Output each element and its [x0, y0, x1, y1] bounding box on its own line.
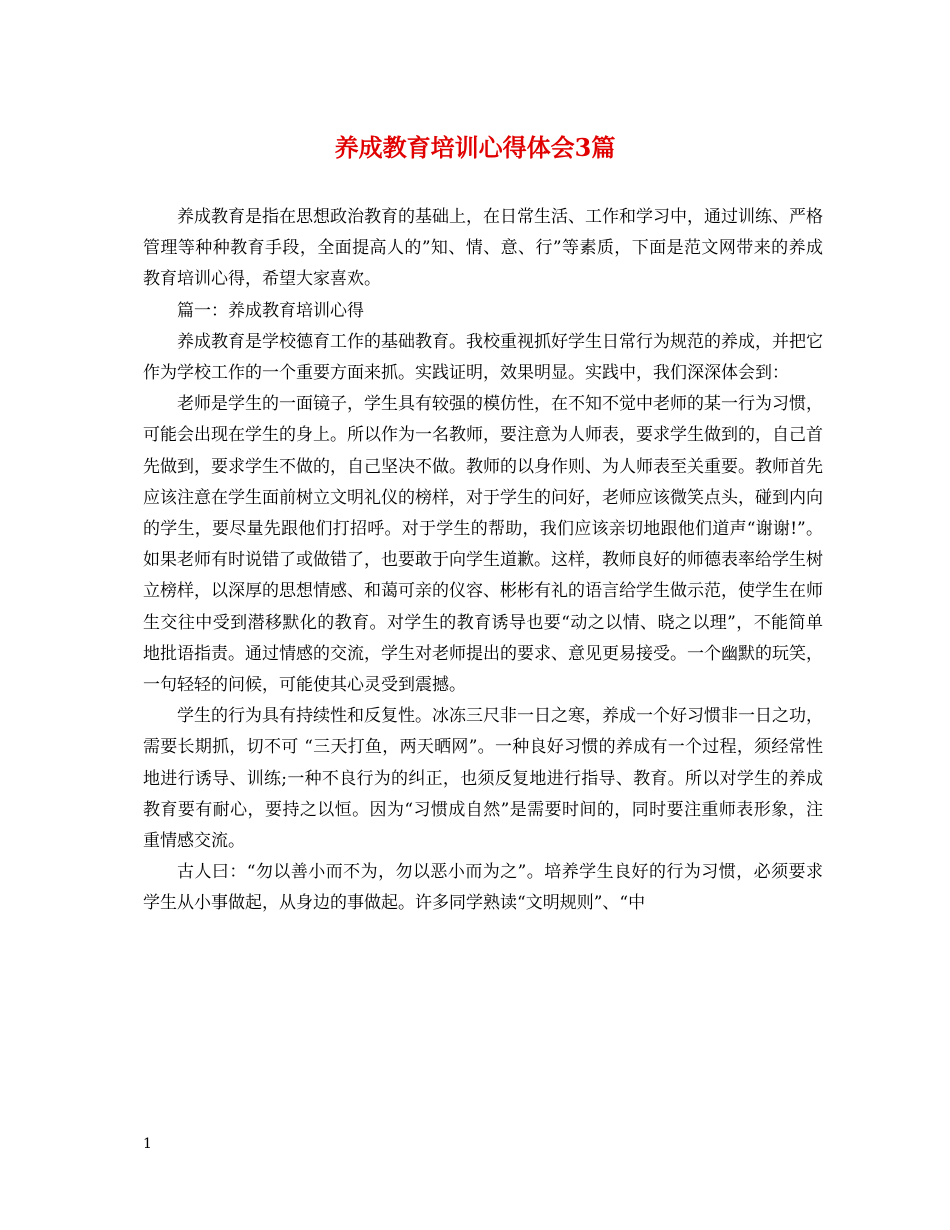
body-paragraph: 学生的行为具有持续性和反复性。冰冻三尺非一日之寒，养成一个好习惯非一日之功，需要长期抓，切不可 “三天打鱼，两天晒网”。一种良好习惯的养成有一个过程，须经常性地进行诱导、训练;一种不良行为的纠正，也须反复地进行指导、教育。所以对学生的养成教育要有耐心，要持之以恒。因为“习惯成自然”是需要时间的，同时要注重师表形象，注重情感交流。	[143, 706, 823, 852]
section-heading: 篇一：养成教育培训心得	[177, 300, 364, 321]
body-paragraph: 古人曰：“勿以善小而不为，勿以恶小而为之”。培养学生良好的行为习惯，必须要求学生从小事做起，从身边的事做起。许多同学熟读“文明规则”、“中	[143, 862, 823, 914]
body-paragraph: 老师是学生的一面镜子，学生具有较强的模仿性，在不知不觉中老师的某一行为习惯，可能会出现在学生的身上。所以作为一名教师，要注意为人师表，要求学生做到的，自己首先做到，要求学生不做的，自己坚决不做。教师的以身作则、为人师表至关重要。教师首先应该注意在学生面前树立文明礼仪的榜样，对于学生的问好，老师应该微笑点头，碰到内向的学生，要尽量先跟他们打招呼。对于学生的帮助，我们应该亲切地跟他们道声“谢谢!”。如果老师有时说错了或做错了，也要敢于向学生道歉。这样，教师良好的师德表率给学生树立榜样，以深厚的思想情感、和蔼可亲的仪容、彬彬有礼的语言给学生做示范，使学生在师生交往中受到潜移默化的教育。对学生的教育诱导也要“动之以情、晓之以理”，不能简单地批语指责。通过情感的交流，学生对老师提出的要求、意见更易接受。一个幽默的玩笑，一句轻轻的问候，可能使其心灵受到震撼。	[143, 394, 823, 696]
intro-paragraph: 养成教育是指在思想政治教育的基础上，在日常生活、工作和学习中，通过训练、严格管理等种种教育手段，全面提高人的”知、情、意、行”等素质，下面是范文网带来的养成教育培训心得，希望大家喜欢。	[143, 207, 823, 290]
body-paragraph: 养成教育是学校德育工作的基础教育。我校重视抓好学生日常行为规范的养成，并把它作为学校工作的一个重要方面来抓。实践证明，效果明显。实践中，我们深深体会到：	[143, 331, 823, 384]
document-title: 养成教育培训心得体会3篇	[334, 133, 616, 162]
document-body	[143, 202, 823, 920]
page-number: 1	[143, 1136, 152, 1152]
